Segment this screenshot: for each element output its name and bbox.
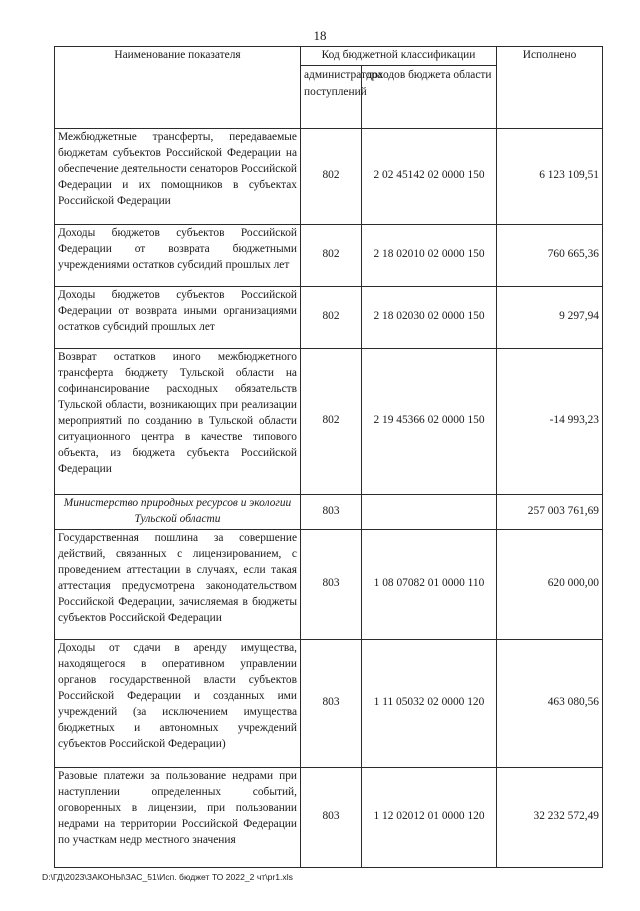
row-amount: 760 665,36 [497,224,603,286]
row-amount: 9 297,94 [497,286,603,348]
row-admin-code: 802 [301,286,362,348]
table-row [55,767,603,867]
row-name: Государственная пошлина за совершение действий, связанных с лицензированием, с проведением аттестации в случаях, если такая аттестация предусмотрена законодательством Российской Федерации, зачисляемая в бюджеты субъектов Российской Федерации [55,529,301,639]
row-amount: 6 123 109,51 [497,128,603,224]
row-revenue-code: 2 02 45142 02 0000 150 [362,128,497,224]
table-row [55,639,603,767]
row-amount: 32 232 572,49 [497,767,603,867]
file-path-footer: D:\ГД\2023\ЗАКОНЫ\ЗАС_51\Исп. бюджет ТО 2022_2 чт\pr1.xls [42,872,293,882]
ministry-name: Министерство природных ресурсов и экологии Тульской области [55,494,301,529]
row-revenue-code [362,494,497,529]
page-number: 18 [313,28,327,43]
row-revenue-code: 1 12 02012 01 0000 120 [362,767,497,867]
table-row-ministry [55,494,603,529]
row-revenue-code: 2 19 45366 02 0000 150 [362,348,497,494]
row-revenue-code: 1 11 05032 02 0000 120 [362,639,497,767]
column-header-revenue: доходов бюджета области [362,65,497,128]
row-admin-code: 803 [301,529,362,639]
row-admin-code: 802 [301,128,362,224]
column-header-executed: Исполнено [497,47,603,129]
row-amount: 620 000,00 [497,529,603,639]
row-name: Доходы от сдачи в аренду имущества, находящегося в оперативном управлении органов государственной власти субъектов Российской Федерации и созданных ими учреждений (за исключением имущества бюджетных и автономных учреждений субъектов Российской Федерации) [55,639,301,767]
table-header-row [55,47,603,66]
row-revenue-code: 2 18 02030 02 0000 150 [362,286,497,348]
row-revenue-code: 2 18 02010 02 0000 150 [362,224,497,286]
table-row [55,286,603,348]
table-row [55,529,603,639]
row-admin-code: 802 [301,348,362,494]
row-name: Межбюджетные трансферты, передаваемые бюджетам субъектов Российской Федерации на обеспечение деятельности сенаторов Российской Федерации и их помощников в субъектах Российской Федерации [55,128,301,224]
row-admin-code: 803 [301,639,362,767]
row-name: Доходы бюджетов субъектов Российской Федерации от возврата иными организациями остатков субсидий прошлых лет [55,286,301,348]
table-row [55,128,603,224]
row-revenue-code: 1 08 07082 01 0000 110 [362,529,497,639]
budget-table [54,46,603,868]
row-amount: -14 993,23 [497,348,603,494]
row-admin-code: 802 [301,224,362,286]
row-name: Разовые платежи за пользование недрами при наступлении определенных событий, оговоренных в лицензии, при пользовании недрами на территории Российской Федерации по участкам недр местного значения [55,767,301,867]
row-amount: 257 003 761,69 [497,494,603,529]
row-name: Возврат остатков иного межбюджетного трансферта бюджету Тульской области на софинансирование расходных обязательств Тульской области, возникающих при реализации мероприятий по созданию в Тульской области ситуационного центра в качестве типового объекта, из бюджета субъекта Российской Федерации [55,348,301,494]
column-header-administrator: администратора поступлений [301,65,362,128]
table-row [55,224,603,286]
row-admin-code: 803 [301,494,362,529]
row-name: Доходы бюджетов субъектов Российской Федерации от возврата бюджетными учреждениями остатков субсидий прошлых лет [55,224,301,286]
row-amount: 463 080,56 [497,639,603,767]
row-admin-code: 803 [301,767,362,867]
table-row [55,348,603,494]
column-header-name: Наименование показателя [55,47,301,129]
column-header-budget-code: Код бюджетной классификации [301,47,497,66]
